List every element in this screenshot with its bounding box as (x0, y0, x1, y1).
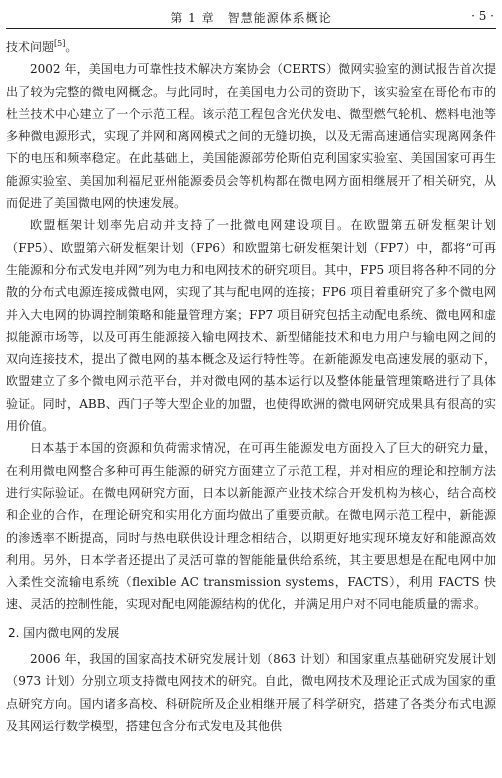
paragraph-continuation (6, 36, 496, 58)
section-heading: 2. 国内微电网的发展 (8, 625, 120, 640)
paragraph-eu-framework: 欧盟框架计划率先启动并支持了一批微电网建设项目。在欧盟第五研发框架计划（FP5）、欧盟第六研发框架计划（FP6）和欧盟第七研发框架计划（FP7）中，都将“可再生能源和分布式发电并网”列为电力和电网技术的研究项目。其中，FP5 项目将各种不同的分散的分布式电源连接成微电网，实现了其与配电网的连接；FP6 项目着重研究了多个微电网并入大电网的协调控制策略和能量管理方案；FP7 项目研究包括主动配电系统、微电网和虚拟能源市场等，以及可再生能源接入输电网技术、新型储能技术和电力用户与输电网之间的双向连接技术，提出了微电网的基本概念及运行特性等。在新能源发电高速发展的驱动下，欧盟建立了多个微电网示范平台，并对微电网的基本运行以及整体能量管理策略进行了具体验证。同时，ABB、西门子等大型企业的加盟，也使得欧洲的微电网研究成果具有很高的实用价值。 (6, 218, 496, 434)
body-text (6, 36, 496, 778)
page-number: · 5 · (471, 9, 494, 23)
paragraph-text: 。 (65, 40, 78, 54)
paragraph-japan: 日本基于本国的资源和负荷需求情况，在可再生能源发电方面投入了巨大的研究力量，在利用微电网整合多种可再生能源的研究方面建立了示范工程，并对相应的理论和控制方法进行实际验证。在微电网研究方面，日本以新能源产业技术综合开发机构为核心，结合高校和企业的合作，在理论研究和实用化方面均做出了重要贡献。在微电网示范工程中，新能源的渗透率不断提高，同时与热电联供设计理念相结合，以期更好地实现环境友好和能源高效利用。另外，日本学者还提出了灵活可靠的智能能量供给系统，其主要思想是在配电网中加入柔性交流输电系统（flexible AC transmission systems，FACTS），利用 FACTS 快速、灵活的控制性能，实现对配电网能源结构的优化，并满足用户对不同电能质量的需求。 (6, 441, 496, 612)
paragraph-certs: 2002 年，美国电力可靠性技术解决方案协会（CERTS）微网实验室的测试报告首次提出了较为完整的微电网概念。与此同时，在美国电力公司的资助下，该实验室在哥伦布市的杜兰技术中心建立了一个示范工程。该示范工程包含光伏发电、微型燃气轮机、燃料电池等多种微电源形式，实现了并网和离网模式之间的无缝切换，以及无需高速通信实现离网条件下的电压和频率稳定。在此基础上，美国能源部劳伦斯伯克利国家实验室、美国国家可再生能源实验室、美国加利福尼亚州能源委员会等机构都在微电网方面相继展开了相关研究，从而促进了美国微电网的快速发展。 (6, 62, 496, 211)
running-header (6, 6, 496, 29)
citation-ref: [5] (54, 39, 66, 48)
paragraph-text: 技术问题 (6, 40, 55, 54)
chapter-title: 第 1 章 智慧能源体系概论 (170, 11, 332, 25)
paragraph-china: 2006 年，我国的国家高技术研究发展计划（863 计划）和国家重点基础研究发展计划（973 计划）分别立项支持微电网技术的研究。自此，微电网技术及理论正式成为国家的重点研究方向。国内诸多高校、科研院所及企业相继开展了科学研究，搭建了各类分布式电源及其网运行数学模型，搭建包含分布式发电及其他供 (6, 652, 496, 733)
